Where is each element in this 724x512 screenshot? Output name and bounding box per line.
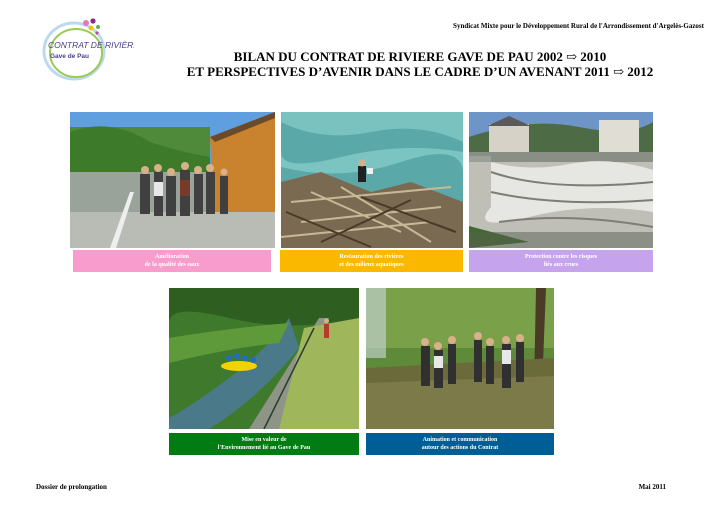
caption-animation-line1: Animation et communication <box>422 437 498 443</box>
caption-environment <box>169 433 359 455</box>
photo-environment <box>169 288 359 429</box>
contrat-riviere-logo <box>36 15 134 83</box>
caption-water-quality <box>73 250 271 272</box>
photo-water-quality <box>70 112 275 248</box>
caption-flood-protection-line1: Protection contre les risques <box>524 254 598 260</box>
caption-river-restoration <box>280 250 463 272</box>
caption-environment-line1: Mise en valeur de <box>241 437 287 443</box>
title-line-2: ET PERSPECTIVES D’AVENIR DANS LE CADRE D’UN AVENANT 2011 ⇨ 2012 <box>186 64 654 79</box>
footer-document-type: Dossier de prolongation <box>36 483 107 491</box>
title-line-1: BILAN DU CONTRAT DE RIVIERE GAVE DE PAU 2002 ⇨ 2010 <box>233 49 607 64</box>
caption-river-restoration-line2: et des milieux aquatiques <box>339 262 404 268</box>
page-title <box>140 49 700 79</box>
caption-river-restoration-line1: Restauration des rivières <box>339 254 404 260</box>
logo-line1: CONTRAT DE RIVIÈRE <box>48 40 134 50</box>
photo-animation <box>366 288 554 429</box>
caption-animation-line2: autour des actions du Contrat <box>421 445 499 451</box>
caption-flood-protection-line2: liés aux crues <box>543 262 579 268</box>
photo-river-restoration <box>281 112 463 248</box>
caption-water-quality-line1: Amélioration <box>155 254 189 260</box>
logo-graphic <box>36 15 134 83</box>
caption-water-quality-line2: de la qualité des eaux <box>144 262 200 268</box>
logo-line2: Gave de Pau <box>50 53 90 60</box>
caption-flood-protection <box>469 250 653 272</box>
caption-environment-line2: l'Environnement lié au Gave de Pau <box>217 445 311 451</box>
photo-flood-protection <box>469 112 653 248</box>
caption-animation <box>366 433 554 455</box>
organization-name: Syndicat Mixte pour le Développement Rural de l'Arrondissement d'Argelès-Gazost <box>453 22 704 30</box>
footer-date: Mai 2011 <box>638 483 666 491</box>
